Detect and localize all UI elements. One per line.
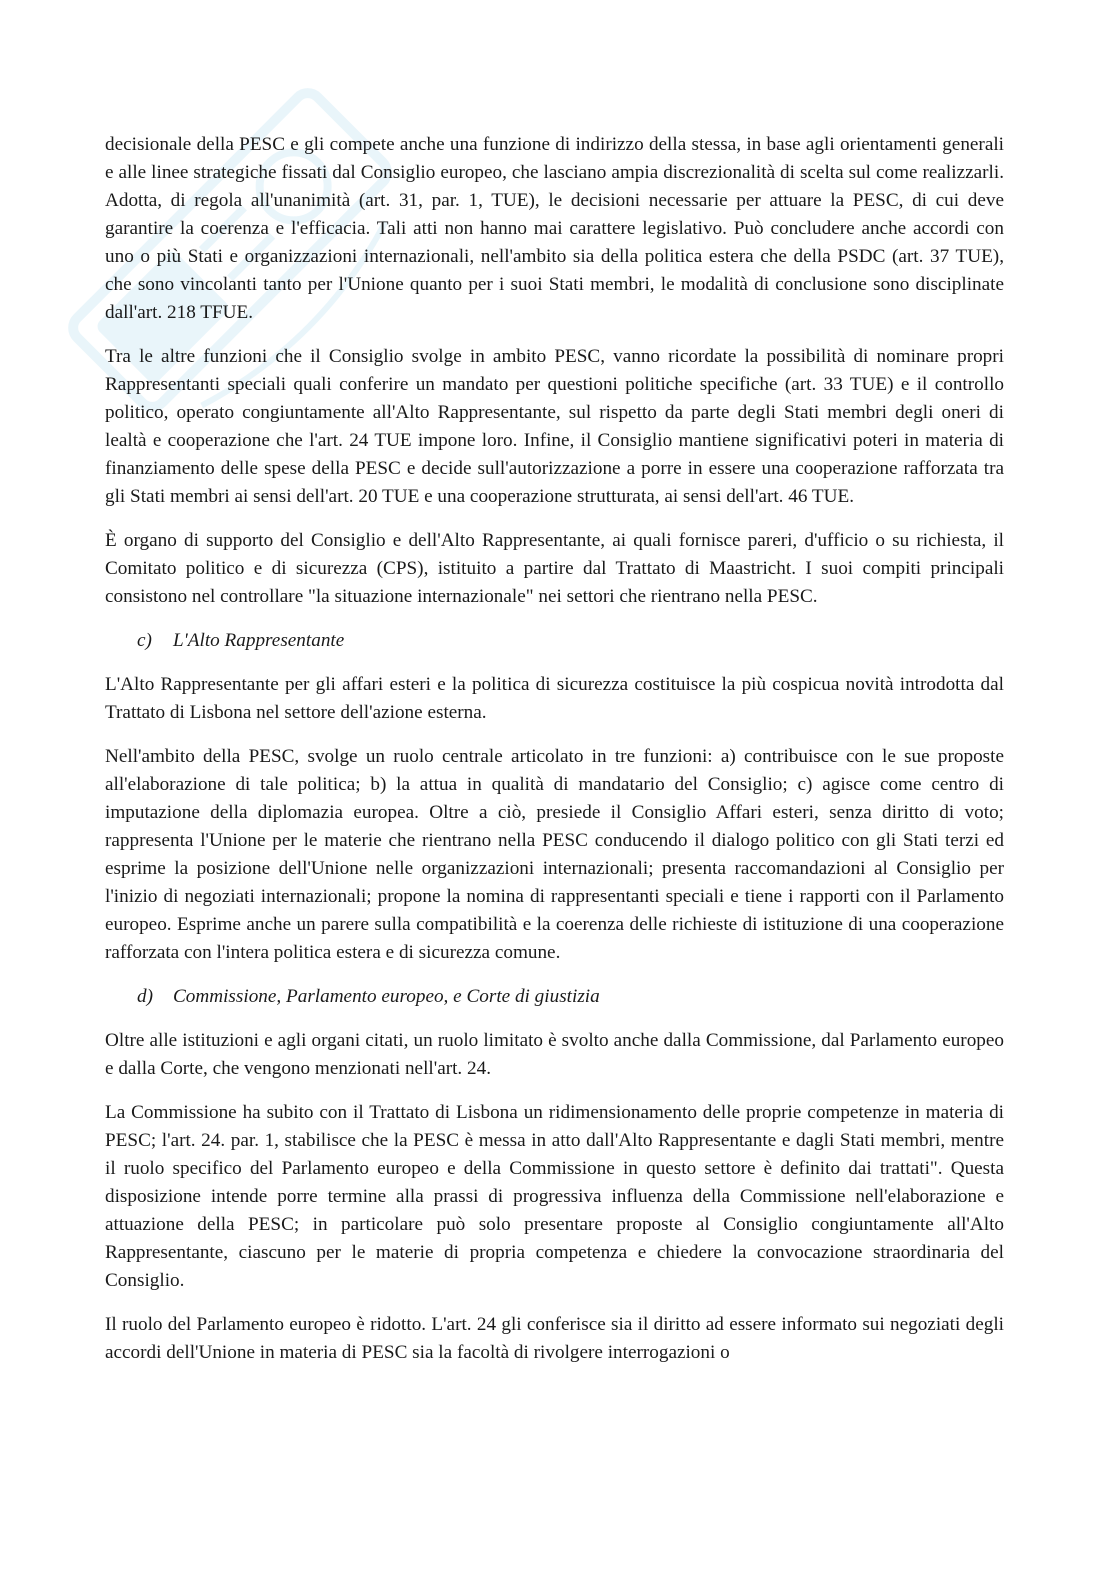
- paragraph-alto-rappresentante-functions: Nell'ambito della PESC, svolge un ruolo centrale articolato in tre funzioni: a) contribuisce con le sue proposte all'elaborazione di tale politica; b) la attua in qualità di mandatario del Consiglio; c) agisce come centro di imputazione della diplomazia europea. Oltre a ciò, presiede il Consiglio Affari esteri, senza diritto di voto; rappresenta l'Unione per le materie che rientrano nella PESC conducendo il dialogo politico con gli Stati terzi ed esprime la posizione dell'Unione nelle organizzazioni internazionali; presenta raccomandazioni al Consiglio per l'inizio di negoziati internazionali; propone la nomina di rappresentanti speciali e tiene i rapporti con il Parlamento europeo. Esprime anche un parere sulla compatibilità e la coerenza delle richieste di istituzione di una cooperazione rafforzata con l'intera politica estera e di sicurezza comune.: [105, 746, 1004, 963]
- paragraph-commissione: La Commissione ha subito con il Trattato di Lisbona un ridimensionamento delle proprie competenze in materia di PESC; l'art. 24. par. 1, stabilisce che la PESC è messa in atto dall'Alto Rappresentante e dagli Stati membri, mentre il ruolo specifico del Parlamento europeo e della Commissione in questo settore è definito dai trattati". Questa disposizione intende porre termine alla prassi di progressiva influenza della Commissione nell'elaborazione e attuazione della PESC; in particolare può solo presentare proposte al Consiglio congiuntamente all'Alto Rappresentante, ciascuno per le materie di propria competenza e chiedere la convocazione straordinaria del Consiglio.: [105, 1102, 1004, 1291]
- heading-text: L'Alto Rappresentante: [173, 630, 345, 651]
- heading-marker: d): [137, 986, 153, 1007]
- section-heading-commissione: [137, 983, 1004, 1011]
- heading-text: Commissione, Parlamento europeo, e Corte di giustizia: [173, 986, 600, 1007]
- section-heading-alto-rappresentante: [137, 627, 1004, 655]
- paragraph-council-functions: Tra le altre funzioni che il Consiglio svolge in ambito PESC, vanno ricordate la possibilità di nominare propri Rappresentanti speciali quali conferire un mandato per questioni politiche specifiche (art. 33 TUE) e il controllo politico, operato congiuntamente all'Alto Rappresentante, sul rispetto da parte degli Stati membri degli oneri di lealtà e cooperazione che l'art. 24 TUE impone loro. Infine, il Consiglio mantiene significativi poteri in materia di finanziamento delle spese della PESC e decide sull'autorizzazione a porre in essere una cooperazione rafforzata tra gli Stati membri ai sensi dell'art. 20 TUE e una cooperazione strutturata, ai sensi dell'art. 46 TUE.: [105, 346, 1004, 507]
- document-page: [105, 131, 1004, 1383]
- paragraph-limited-role: Oltre alle istituzioni e agli organi citati, un ruolo limitato è svolto anche dalla Commissione, dal Parlamento europeo e dalla Corte, che vengono menzionati nell'art. 24.: [105, 1030, 1004, 1079]
- paragraph-alto-rappresentante-intro: L'Alto Rappresentante per gli affari esteri e la politica di sicurezza costituisce la più cospicua novità introdotta dal Trattato di Lisbona nel settore dell'azione esterna.: [105, 674, 1004, 723]
- paragraph-cps: È organo di supporto del Consiglio e dell'Alto Rappresentante, ai quali fornisce pareri, d'ufficio o su richiesta, il Comitato politico e di sicurezza (CPS), istituito a partire dal Trattato di Maastricht. I suoi compiti principali consistono nel controllare "la situazione internazionale" nei settori che rientrano nella PESC.: [105, 530, 1004, 607]
- paragraph-parlamento: Il ruolo del Parlamento europeo è ridotto. L'art. 24 gli conferisce sia il diritto ad essere informato sui negoziati degli accordi dell'Unione in materia di PESC sia la facoltà di rivolgere interrogazioni o: [105, 1314, 1004, 1363]
- paragraph-council-decisions: decisionale della PESC e gli compete anche una funzione di indirizzo della stessa, in base agli orientamenti generali e alle linee strategiche fissati dal Consiglio europeo, che lasciano ampia discrezionalità di scelta sul come realizzarli. Adotta, di regola all'unanimità (art. 31, par. 1, TUE), le decisioni necessarie per attuare la PESC, di cui deve garantire la coerenza e l'efficacia. Tali atti non hanno mai carattere legislativo. Può concludere anche accordi con uno o più Stati e organizzazioni internazionali, nell'ambito sia della politica estera che della PSDC (art. 37 TUE), che sono vincolanti tanto per l'Unione quanto per i suoi Stati membri, le modalità di conclusione sono disciplinate dall'art. 218 TFUE.: [105, 134, 1004, 323]
- heading-marker: c): [137, 630, 152, 651]
